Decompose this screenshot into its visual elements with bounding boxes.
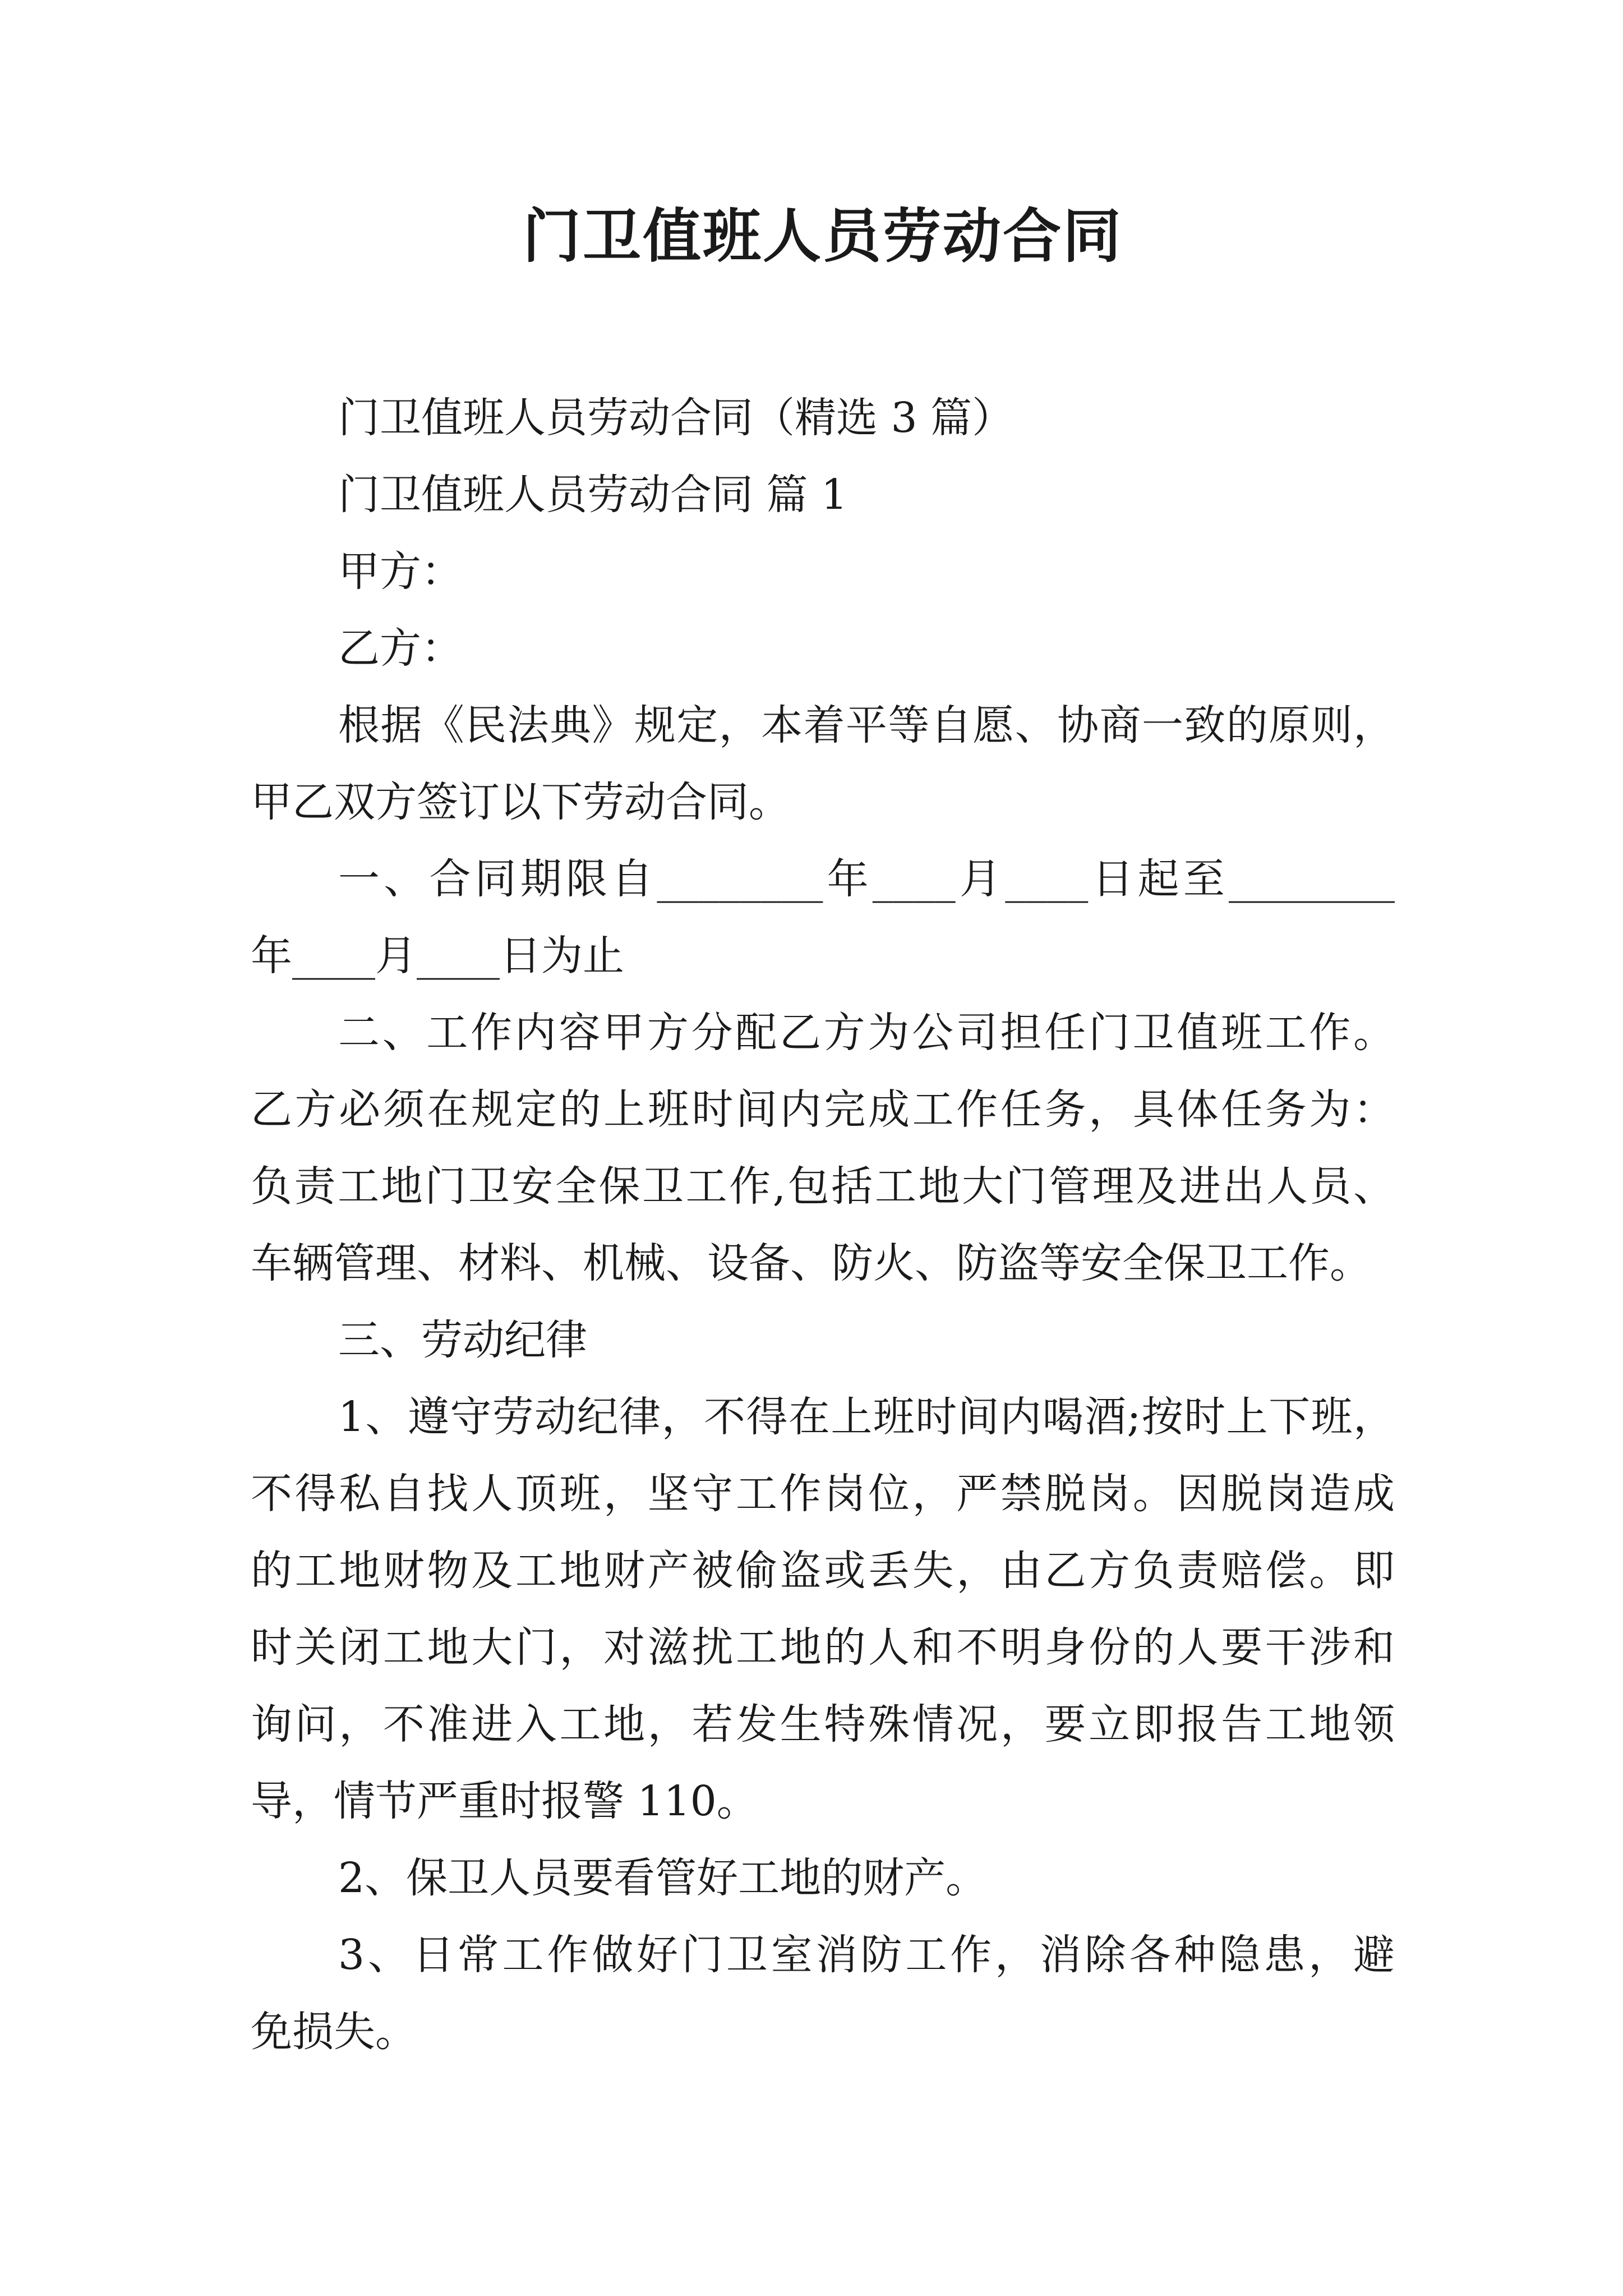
- paragraph-line: 1、遵守劳动纪律，不得在上班时间内喝酒;按时上下班，: [338, 1393, 1395, 1441]
- clause-duties-paragraph: [251, 995, 1395, 1302]
- paragraph-line: 3、日常工作做好门卫室消防工作，消除各种隐患，避: [338, 1931, 1395, 1979]
- document-body: [251, 380, 1395, 2070]
- paragraph-line: 车辆管理、材料、机械、设备、防火、防盗等安全保卫工作。: [251, 1239, 1371, 1287]
- article-heading: [251, 457, 1395, 533]
- paragraph-line: 导，情节严重时报警 110。: [251, 1777, 758, 1825]
- party-b-line: [251, 610, 1395, 687]
- preamble-paragraph: [251, 687, 1395, 841]
- discipline-item-2: [251, 1840, 1395, 1917]
- paragraph-line: 询问，不准进入工地，若发生特殊情况，要立即报告工地领: [251, 1700, 1395, 1749]
- collection-heading: [251, 380, 1395, 457]
- paragraph-line: 时关闭工地大门，对滋扰工地的人和不明身份的人要干涉和: [251, 1623, 1395, 1672]
- document-title: 门卫值班人员劳动合同: [522, 201, 1123, 270]
- paragraph-line: 二、工作内容甲方分配乙方为公司担任门卫值班工作。: [338, 1009, 1395, 1057]
- paragraph-line: 三、劳动纪律: [338, 1316, 587, 1364]
- paragraph-line: 根据《民法典》规定，本着平等自愿、协商一致的原则，: [338, 701, 1395, 749]
- paragraph-line: 年____月____日为止: [251, 932, 624, 980]
- paragraph-line: 的工地财物及工地财产被偷盗或丢失，由乙方负责赔偿。即: [251, 1547, 1395, 1595]
- paragraph-line: 乙方：: [338, 624, 463, 673]
- paragraph-line: 甲方：: [338, 547, 463, 596]
- clause-discipline-heading: [251, 1302, 1395, 1379]
- paragraph-line: 门卫值班人员劳动合同（精选 3 篇）: [338, 394, 1014, 442]
- paragraph-line: 一、合同期限自________年____月____日起至________: [338, 855, 1395, 903]
- paragraph-line: 乙方必须在规定的上班时间内完成工作任务，具体任务为：: [251, 1085, 1395, 1134]
- party-a-line: [251, 533, 1395, 610]
- paragraph-line: 免损失。: [251, 2008, 417, 2056]
- clause-term-paragraph: [251, 841, 1395, 995]
- discipline-item-1: [251, 1379, 1395, 1840]
- paragraph-line: 2、保卫人员要看管好工地的财产。: [338, 1854, 988, 1902]
- paragraph-line: 甲乙双方签订以下劳动合同。: [251, 778, 790, 826]
- paragraph-line: 负责工地门卫安全保卫工作,包括工地大门管理及进出人员、: [251, 1162, 1395, 1211]
- paragraph-line: 门卫值班人员劳动合同 篇 1: [338, 471, 848, 519]
- paragraph-line: 不得私自找人顶班，坚守工作岗位，严禁脱岗。因脱岗造成: [251, 1470, 1395, 1518]
- discipline-item-3: [251, 1917, 1395, 2070]
